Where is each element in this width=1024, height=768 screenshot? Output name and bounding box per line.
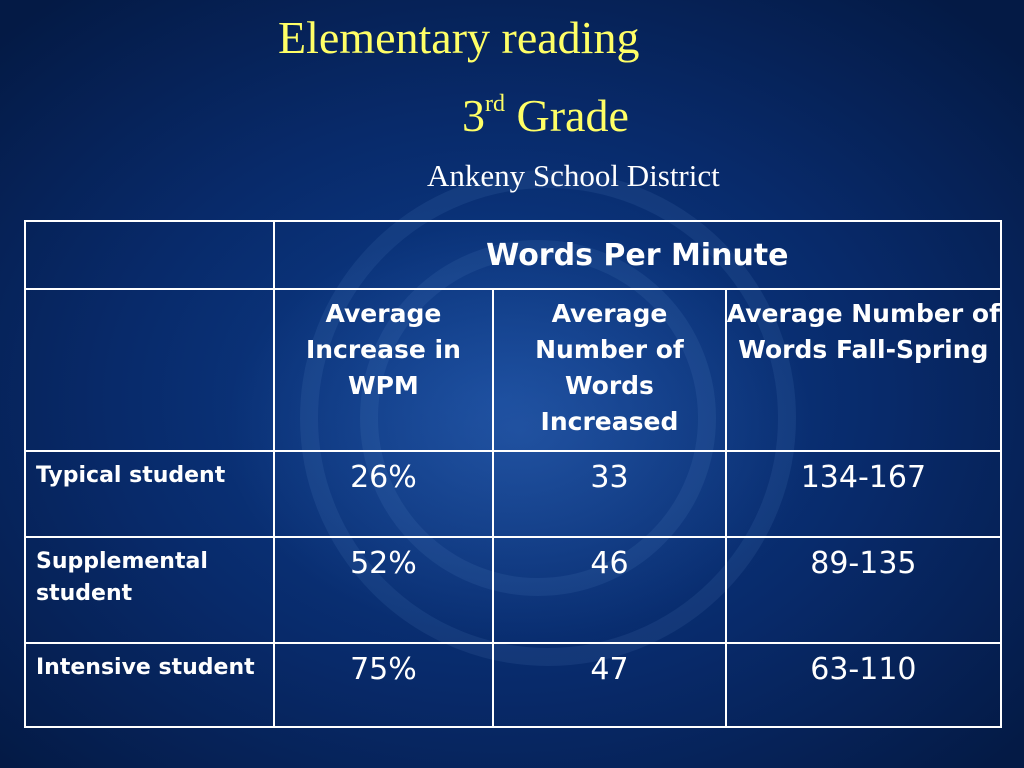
- table-cell: 89-135: [726, 537, 1001, 643]
- wpm-table: [24, 220, 1002, 728]
- row-label: Supplemental student: [25, 537, 274, 643]
- table-row: [25, 451, 1001, 537]
- table-row: [25, 643, 1001, 727]
- slide-title: Elementary reading: [278, 12, 640, 63]
- empty-label-cell: [25, 289, 274, 451]
- column-header-row: [25, 289, 1001, 451]
- table-cell: 33: [493, 451, 726, 537]
- table-cell: 63-110: [726, 643, 1001, 727]
- table-header-row: [25, 221, 1001, 289]
- table-cell: 75%: [274, 643, 494, 727]
- slide-subtitle: [462, 76, 629, 144]
- column-header: Average Number of Words Increased: [493, 289, 726, 451]
- table-cell: 46: [493, 537, 726, 643]
- table-row: [25, 537, 1001, 643]
- district-name: Ankeny School District: [427, 158, 720, 193]
- grade-word: Grade: [516, 90, 629, 141]
- group-header-cell: Words Per Minute: [274, 221, 1001, 289]
- column-header: Average Number of Words Fall-Spring: [726, 289, 1001, 451]
- grade-number: 3: [462, 90, 485, 141]
- table-cell: 52%: [274, 537, 494, 643]
- table-cell: 26%: [274, 451, 494, 537]
- column-header: Average Increase in WPM: [274, 289, 494, 451]
- grade-ordinal-suffix: rd: [485, 91, 505, 117]
- table-cell: 134-167: [726, 451, 1001, 537]
- row-label: Intensive student: [25, 643, 274, 727]
- row-label: Typical student: [25, 451, 274, 537]
- empty-corner-cell: [25, 221, 274, 289]
- table-cell: 47: [493, 643, 726, 727]
